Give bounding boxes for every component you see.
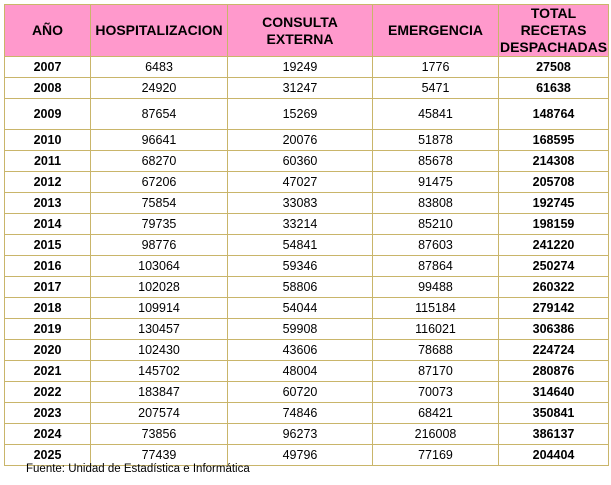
emergencia-cell: 68421 [373,403,499,424]
consulta-externa-cell: 20076 [228,130,373,151]
total-cell: 204404 [499,445,609,466]
year-cell: 2019 [5,319,91,340]
hospitalizacion-cell: 73856 [91,424,228,445]
year-cell: 2022 [5,382,91,403]
consulta-externa-cell: 43606 [228,340,373,361]
emergencia-cell: 1776 [373,57,499,78]
year-cell: 2017 [5,277,91,298]
hospitalizacion-cell: 87654 [91,99,228,130]
total-cell: 386137 [499,424,609,445]
consulta-externa-cell: 15269 [228,99,373,130]
hospitalizacion-cell: 183847 [91,382,228,403]
year-cell: 2020 [5,340,91,361]
hospitalizacion-cell: 67206 [91,172,228,193]
emergencia-cell: 83808 [373,193,499,214]
hospitalizacion-cell: 207574 [91,403,228,424]
table-row [5,193,609,214]
emergencia-cell: 99488 [373,277,499,298]
consulta-externa-cell: 33083 [228,193,373,214]
consulta-externa-cell: 54841 [228,235,373,256]
table-row [5,151,609,172]
total-cell: 61638 [499,78,609,99]
year-cell: 2016 [5,256,91,277]
header-hospitalizacion [91,5,228,57]
emergencia-cell: 87864 [373,256,499,277]
header-year [5,5,91,57]
consulta-externa-cell: 49796 [228,445,373,466]
total-cell: 205708 [499,172,609,193]
total-cell: 250274 [499,256,609,277]
hospitalizacion-cell: 6483 [91,57,228,78]
hospitalizacion-cell: 103064 [91,256,228,277]
recetas-table [4,4,609,466]
total-cell: 260322 [499,277,609,298]
hospitalizacion-cell: 77439 [91,445,228,466]
emergencia-cell: 70073 [373,382,499,403]
table-row [5,57,609,78]
year-cell: 2025 [5,445,91,466]
table-row [5,130,609,151]
hospitalizacion-cell: 130457 [91,319,228,340]
year-cell: 2012 [5,172,91,193]
header-consulta-externa-line: EXTERNA [266,30,334,47]
header-consulta-externa-line: CONSULTA [262,13,338,30]
consulta-externa-cell: 19249 [228,57,373,78]
year-cell: 2008 [5,78,91,99]
header-emergencia-line: EMERGENCIA [388,22,483,38]
hospitalizacion-cell: 109914 [91,298,228,319]
total-cell: 280876 [499,361,609,382]
emergencia-cell: 51878 [373,130,499,151]
emergencia-cell: 87170 [373,361,499,382]
header-total-recetas-line: TOTAL RECETAS [520,5,587,38]
emergencia-cell: 85678 [373,151,499,172]
year-cell: 2015 [5,235,91,256]
total-cell: 148764 [499,99,609,130]
header-hospitalizacion-line: HOSPITALIZACION [95,22,223,38]
emergencia-cell: 116021 [373,319,499,340]
consulta-externa-cell: 58806 [228,277,373,298]
consulta-externa-cell: 60720 [228,382,373,403]
consulta-externa-cell: 96273 [228,424,373,445]
table-row [5,403,609,424]
emergencia-cell: 85210 [373,214,499,235]
header-total-recetas [499,5,609,57]
consulta-externa-cell: 33214 [228,214,373,235]
emergencia-cell: 115184 [373,298,499,319]
table-row [5,172,609,193]
total-cell: 306386 [499,319,609,340]
consulta-externa-cell: 31247 [228,78,373,99]
year-cell: 2021 [5,361,91,382]
hospitalizacion-cell: 102028 [91,277,228,298]
header-consulta-externa [228,5,373,57]
emergencia-cell: 77169 [373,445,499,466]
year-cell: 2009 [5,99,91,130]
emergencia-cell: 5471 [373,78,499,99]
table-row [5,214,609,235]
total-cell: 314640 [499,382,609,403]
header-emergencia [373,5,499,57]
total-cell: 214308 [499,151,609,172]
header-row [5,5,609,57]
emergencia-cell: 216008 [373,424,499,445]
emergencia-cell: 91475 [373,172,499,193]
year-cell: 2018 [5,298,91,319]
total-cell: 27508 [499,57,609,78]
total-cell: 168595 [499,130,609,151]
emergencia-cell: 45841 [373,99,499,130]
emergencia-cell: 78688 [373,340,499,361]
year-cell: 2024 [5,424,91,445]
table-row [5,424,609,445]
table-row [5,277,609,298]
table-body [5,57,609,466]
hospitalizacion-cell: 98776 [91,235,228,256]
consulta-externa-cell: 74846 [228,403,373,424]
year-cell: 2014 [5,214,91,235]
consulta-externa-cell: 47027 [228,172,373,193]
table-row [5,99,609,130]
table-row [5,256,609,277]
hospitalizacion-cell: 79735 [91,214,228,235]
total-cell: 192745 [499,193,609,214]
year-cell: 2007 [5,57,91,78]
consulta-externa-cell: 59346 [228,256,373,277]
table-row [5,298,609,319]
table-row [5,340,609,361]
table-row [5,361,609,382]
consulta-externa-cell: 54044 [228,298,373,319]
hospitalizacion-cell: 68270 [91,151,228,172]
hospitalizacion-cell: 24920 [91,78,228,99]
consulta-externa-cell: 48004 [228,361,373,382]
header-total-recetas-line: DESPACHADAS [499,39,608,55]
year-cell: 2013 [5,193,91,214]
table-row [5,235,609,256]
header-year-line: AÑO [31,22,64,38]
hospitalizacion-cell: 145702 [91,361,228,382]
year-cell: 2011 [5,151,91,172]
table-row [5,319,609,340]
total-cell: 241220 [499,235,609,256]
emergencia-cell: 87603 [373,235,499,256]
table-row [5,382,609,403]
source-note: Fuente: Unidad de Estadística e Informática [26,463,250,475]
table-header [5,5,609,57]
total-cell: 198159 [499,214,609,235]
total-cell: 224724 [499,340,609,361]
hospitalizacion-cell: 96641 [91,130,228,151]
consulta-externa-cell: 60360 [228,151,373,172]
total-cell: 279142 [499,298,609,319]
table-row [5,78,609,99]
consulta-externa-cell: 59908 [228,319,373,340]
hospitalizacion-cell: 75854 [91,193,228,214]
year-cell: 2010 [5,130,91,151]
year-cell: 2023 [5,403,91,424]
hospitalizacion-cell: 102430 [91,340,228,361]
total-cell: 350841 [499,403,609,424]
